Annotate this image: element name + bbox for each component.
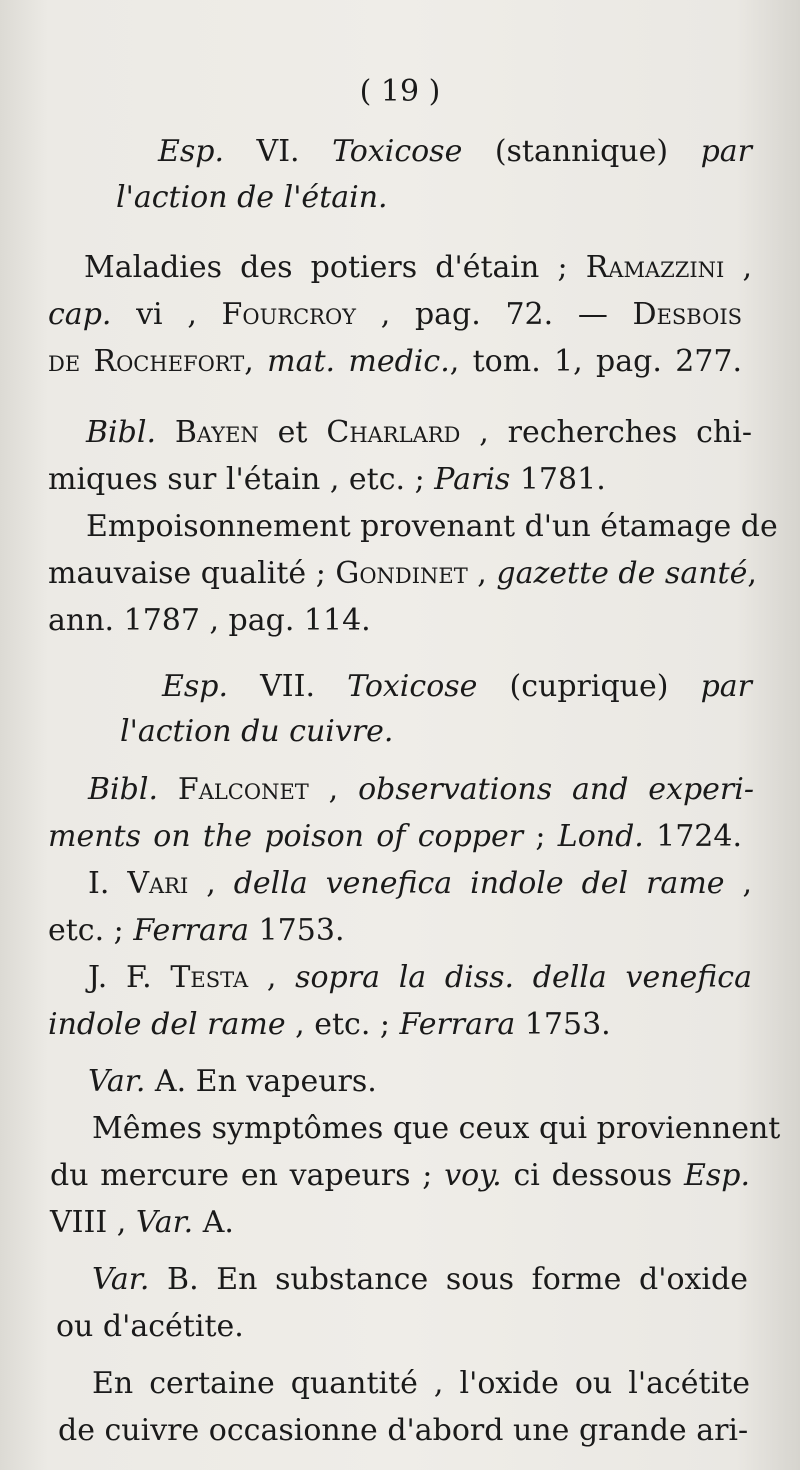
author-name: Charlard bbox=[326, 415, 461, 450]
text-run: B. En substance sous forme d'oxide bbox=[149, 1262, 748, 1297]
text-line bbox=[162, 667, 752, 707]
text-run: VII. bbox=[228, 669, 348, 704]
author-name: Bayen bbox=[174, 415, 259, 450]
text-line bbox=[56, 1307, 256, 1347]
italic-text: Bibl. bbox=[86, 415, 156, 450]
text-run: , bbox=[724, 866, 752, 901]
text-run: VI. bbox=[224, 134, 333, 169]
text-run: VIII , bbox=[50, 1205, 136, 1240]
italic-text: observations and experi- bbox=[358, 772, 754, 807]
text-line bbox=[88, 864, 752, 904]
italic-text: Ferrara bbox=[399, 1007, 516, 1042]
text-line bbox=[92, 1364, 750, 1404]
author-name: Gondinet bbox=[335, 556, 468, 591]
text-line bbox=[48, 1005, 658, 1045]
italic-text: indole del rame bbox=[48, 1007, 286, 1042]
text-run: etc. ; bbox=[48, 913, 134, 948]
text-run: (cuprique) bbox=[477, 669, 701, 704]
italic-text: Var. bbox=[88, 1064, 146, 1099]
italic-text: Esp. bbox=[158, 134, 225, 169]
text-line bbox=[84, 248, 752, 288]
text-line bbox=[88, 1062, 428, 1102]
text-run: , etc. ; bbox=[285, 1007, 400, 1042]
italic-text: Esp. bbox=[162, 669, 229, 704]
text-run bbox=[156, 415, 175, 450]
text-run: 1781. bbox=[510, 462, 606, 497]
text-line bbox=[48, 295, 742, 335]
italic-text: Lond. bbox=[557, 819, 644, 854]
text-line bbox=[120, 712, 440, 752]
text-run: ann. 1787 , pag. 114. bbox=[48, 603, 371, 638]
text-line bbox=[86, 507, 778, 547]
italic-text: voy. bbox=[444, 1158, 502, 1193]
text-run: A. bbox=[193, 1205, 234, 1240]
italic-text: della venefica indole del rame bbox=[233, 866, 725, 901]
italic-text: Esp. bbox=[683, 1158, 750, 1193]
italic-text: ments on the poison of copper bbox=[48, 819, 524, 854]
text-run: Maladies des potiers d'étain ; bbox=[84, 250, 586, 285]
text-line bbox=[92, 1260, 748, 1300]
text-line bbox=[48, 554, 757, 594]
text-run: 1724. bbox=[643, 819, 742, 854]
text-run bbox=[158, 772, 178, 807]
text-run: , tom. 1, pag. 277. bbox=[449, 344, 742, 379]
text-line bbox=[48, 911, 368, 951]
author-name: de Rochefort bbox=[48, 344, 245, 379]
text-run: , bbox=[724, 250, 752, 285]
text-line bbox=[48, 342, 742, 382]
text-run: , recherches chi- bbox=[460, 415, 752, 450]
text-run: 1753. bbox=[515, 1007, 611, 1042]
page-number: ( 19 ) bbox=[359, 74, 441, 109]
text-run: de cuivre occasionne d'abord une grande ari- bbox=[58, 1413, 749, 1448]
text-run: En certaine quantité , l'oxide ou l'acétite bbox=[92, 1366, 750, 1401]
text-run: Empoisonnement provenant d'un étamage de bbox=[86, 509, 778, 544]
italic-text: Toxicose bbox=[332, 134, 463, 169]
text-run: ; bbox=[523, 819, 558, 854]
text-run: A. En vapeurs. bbox=[145, 1064, 377, 1099]
text-line bbox=[86, 413, 752, 453]
text-line bbox=[50, 1203, 300, 1243]
italic-text: Paris bbox=[434, 462, 511, 497]
author-name: Ramazzini bbox=[585, 250, 725, 285]
text-line bbox=[48, 817, 742, 857]
italic-text: par bbox=[700, 669, 752, 704]
italic-text: l'action de l'étain. bbox=[116, 180, 388, 215]
author-name: Desbois bbox=[632, 297, 743, 332]
text-run: 1753. bbox=[249, 913, 345, 948]
text-run: mauvaise qualité ; bbox=[48, 556, 336, 591]
text-line bbox=[48, 601, 408, 641]
text-run: ou d'acétite. bbox=[56, 1309, 244, 1344]
author-name: Vari bbox=[127, 866, 189, 901]
text-run: vi , bbox=[111, 297, 222, 332]
text-run: et bbox=[258, 415, 327, 450]
italic-text: Var. bbox=[92, 1262, 150, 1297]
text-line bbox=[158, 132, 752, 172]
italic-text: l'action du cuivre. bbox=[120, 714, 394, 749]
author-name: Testa bbox=[170, 960, 249, 995]
author-name: Fourcroy bbox=[221, 297, 357, 332]
text-run: , bbox=[248, 960, 296, 995]
text-run: , bbox=[244, 344, 268, 379]
italic-text: Toxicose bbox=[347, 669, 478, 704]
italic-text: Var. bbox=[135, 1205, 194, 1240]
text-line bbox=[88, 770, 754, 810]
italic-text: par bbox=[700, 134, 752, 169]
italic-text: gazette de santé bbox=[496, 556, 748, 591]
italic-text: cap. bbox=[48, 297, 112, 332]
text-run: , bbox=[467, 556, 497, 591]
text-run: I. bbox=[88, 866, 128, 901]
text-run: (stannique) bbox=[462, 134, 701, 169]
text-line bbox=[116, 178, 416, 218]
text-run: miques sur l'étain , etc. ; bbox=[48, 462, 435, 497]
text-line bbox=[50, 1156, 750, 1196]
text-line bbox=[48, 460, 606, 500]
text-run: du mercure en vapeurs ; bbox=[50, 1158, 445, 1193]
text-run: J. F. bbox=[88, 960, 171, 995]
text-line bbox=[92, 1109, 781, 1149]
text-line bbox=[58, 1411, 748, 1451]
author-name: Falconet bbox=[177, 772, 309, 807]
text-line bbox=[88, 958, 752, 998]
italic-text: Ferrara bbox=[133, 913, 250, 948]
text-run: ci dessous bbox=[501, 1158, 684, 1193]
text-run: Mêmes symptômes que ceux qui proviennent bbox=[92, 1111, 781, 1146]
text-run: , bbox=[308, 772, 359, 807]
italic-text: Bibl. bbox=[88, 772, 158, 807]
text-run: , bbox=[188, 866, 234, 901]
text-run: , bbox=[747, 556, 757, 591]
text-run: , pag. 72. — bbox=[356, 297, 633, 332]
italic-text: mat. medic. bbox=[267, 344, 450, 379]
italic-text: sopra la diss. della venefica bbox=[295, 960, 752, 995]
